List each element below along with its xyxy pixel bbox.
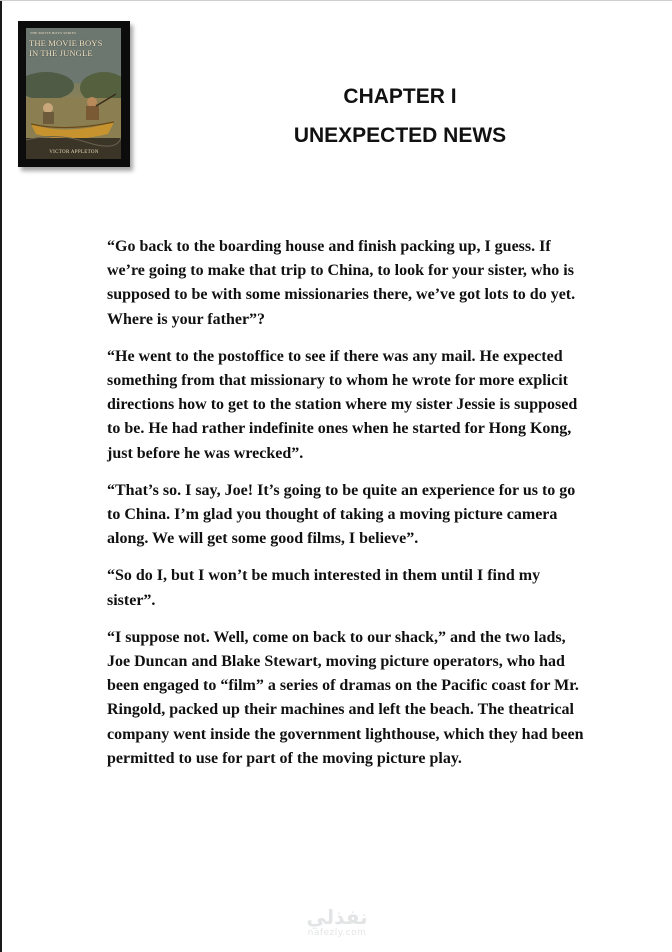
chapter-number: CHAPTER I <box>343 85 457 108</box>
paragraph: “He went to the postoffice to see if there was any mail. He expected something from that missionary to whom he wrote for more explicit directions how to get to the station where my sister Jessie is supposed to be. He had rather indefinite ones when he started for Hong Kong, just before he was wrecked”. <box>107 347 578 462</box>
paragraph: “I suppose not. Well, come on back to our shack,” and the two lads, Joe Duncan and Blake Stewart, moving picture operators, who had been engaged to “film” a series of dramas on the Pacific coast for Mr. Ringold, packed up their machines and left the beach. The theatrical company went inside the government lighthouse, which they had been permitted to use for part of the moving picture play. <box>107 628 584 767</box>
page-edge-top <box>0 0 672 1</box>
cover-title: THE MOVIE BOYS IN THE JUNGLE <box>29 38 103 58</box>
watermark-logo <box>292 906 382 938</box>
paragraph: “That’s so. I say, Joe! It’s going to be quite an experience for us to go to China. I’m glad you thought of taking a moving picture camera along. We will get some good films, I believe”. <box>107 481 576 548</box>
watermark-url-text: nafezly.com <box>307 928 367 938</box>
book-cover-image <box>18 21 130 167</box>
paragraph: “So do I, but I won’t be much interested in them until I find my sister”. <box>107 567 541 609</box>
page-edge <box>0 0 2 952</box>
paragraph: “Go back to the boarding house and finish packing up, I guess. If we’re going to make that trip to China, to look for your sister, who is supposed to be with some missionaries there, we’ve got lots to do yet. Where is your father”? <box>107 238 576 328</box>
book-cover-art <box>26 28 121 159</box>
chapter-title: UNEXPECTED NEWS <box>293 124 507 147</box>
cover-author: VICTOR APPLETON <box>49 150 99 155</box>
chapter-body <box>107 235 589 784</box>
watermark-arabic-text: نفذلي <box>306 905 368 929</box>
cover-series-text: THE MOVIE BOYS SERIES <box>30 31 77 35</box>
